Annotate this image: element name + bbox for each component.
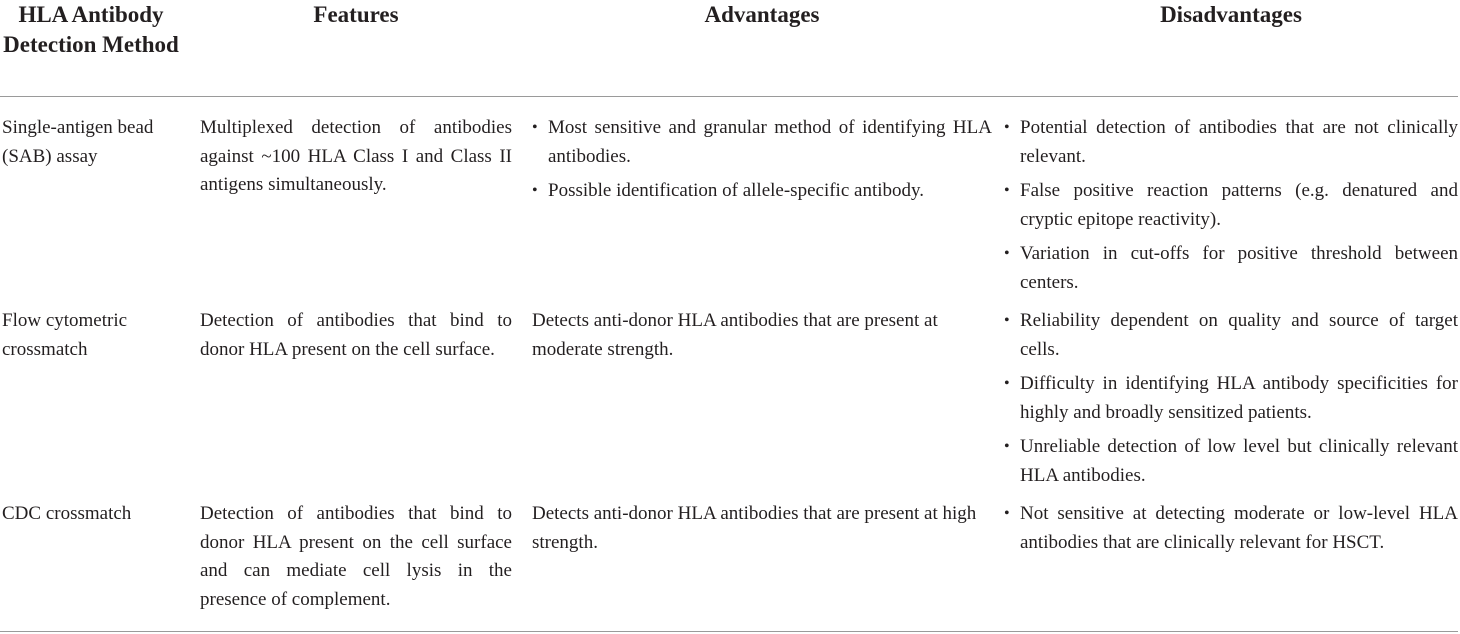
row-flow-method: Flow cytometric crossmatch xyxy=(2,310,128,360)
list-item: • Potential detection of antibodies that are not clinically relevant. xyxy=(1004,114,1458,171)
row-sab-features: Multiplexed detection of antibodies against ~100 HLA Class I and Class II antigens simultaneously. xyxy=(200,117,512,195)
list-item: • Variation in cut-offs for positive threshold between centers. xyxy=(1004,240,1458,297)
list-item: • Difficulty in identifying HLA antibody specificities for highly and broadly sensitized patients. xyxy=(1004,370,1458,427)
table-header-row xyxy=(0,0,1460,96)
list-item: • Unreliable detection of low level but clinically relevant HLA antibodies. xyxy=(1004,433,1458,490)
header-divider xyxy=(0,96,1458,97)
row-flow-advantages: Detects anti-donor HLA antibodies that are present at moderate strength. xyxy=(532,310,938,360)
header-disadvantages: Disadvantages xyxy=(1160,2,1302,27)
row-sab-disadvantages xyxy=(1004,114,1458,303)
row-sab-advantages xyxy=(532,114,992,212)
row-cdc-features: Detection of antibodies that bind to donor HLA present on the cell surface and can mediate cell lysis in the presence of complement. xyxy=(200,503,512,610)
row-flow-features: Detection of antibodies that bind to donor HLA present on the cell surface. xyxy=(200,310,512,360)
list-item: • False positive reaction patterns (e.g. denatured and cryptic epitope reactivity). xyxy=(1004,177,1458,234)
table-bottom-rule xyxy=(0,631,1458,632)
list-item: • Reliability dependent on quality and source of target cells. xyxy=(1004,307,1458,364)
row-cdc-disadvantages xyxy=(1004,500,1458,563)
list-item: • Most sensitive and granular method of identifying HLA antibodies. xyxy=(532,114,992,171)
list-item: • Possible identification of allele-specific antibody. xyxy=(532,177,992,206)
row-flow-disadvantages xyxy=(1004,307,1458,496)
row-sab-method: Single-antigen bead (SAB) assay xyxy=(2,117,154,167)
row-cdc-advantages: Detects anti-donor HLA antibodies that are present at high strength. xyxy=(532,503,977,553)
list-item: • Not sensitive at detecting moderate or low-level HLA antibodies that are clinically relevant for HSCT. xyxy=(1004,500,1458,557)
row-cdc-method: CDC crossmatch xyxy=(2,503,132,524)
header-features: Features xyxy=(313,2,399,27)
header-method: HLA Antibody Detection Method xyxy=(3,2,179,57)
header-advantages: Advantages xyxy=(704,2,820,27)
